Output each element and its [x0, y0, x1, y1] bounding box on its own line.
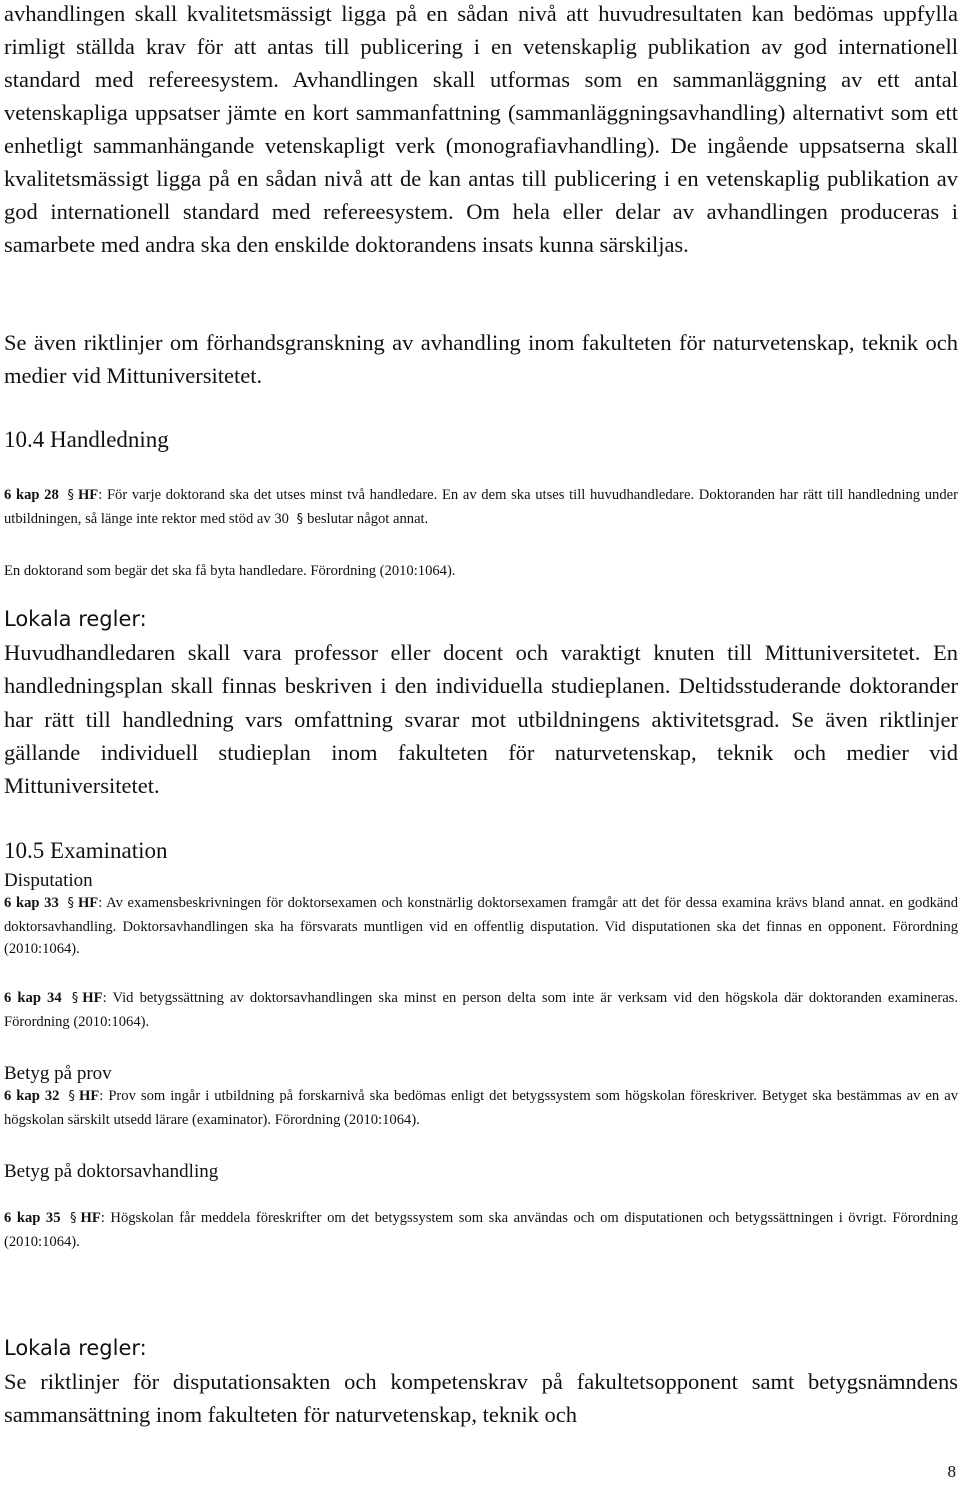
subheading-betyg-pa-prov: Betyg på prov	[4, 1063, 112, 1084]
page-number: 8	[947, 1462, 956, 1481]
paragraph-sign-icon: §	[71, 991, 79, 1006]
lokala-regler-label: Lokala regler:	[4, 607, 147, 631]
ref-text: : Av examensbeskrivningen för doktorsexamen och konstnärlig doktorsexamen framgår att det för dessa examina krävs bland annat. en godkänd doktorsavhandling. Doktorsavhandlingen ska ha försvarats muntligen vid en offentlig disputation. Vid disputationen ska det finnas en opponent. Förordning (2010:1064).	[4, 895, 958, 957]
hf-label: HF	[77, 487, 99, 503]
hf-label: HF	[77, 895, 99, 911]
paragraph-sign-icon: §	[296, 511, 304, 527]
lokala-regler-label-2: Lokala regler:	[4, 1336, 147, 1360]
subheading-disputation: Disputation	[4, 870, 93, 891]
intro-paragraph: avhandlingen skall kvalitetsmässigt ligga på en sådan nivå att huvudresultaten kan bedömas uppfylla rimligt ställda krav för att antas till publicering i en vetenskaplig publikation av god internationell standard med refereesystem. Avhandlingen skall utformas som en sammanläggning av ett antal vetenskapliga uppsatser jämte en kort sammanfattning (sammanläggningsavhandling) alternativt som ett enhetligt sammanhängande vetenskapligt verk (monografiavhandling). De ingående uppsatserna skall kvalitetsmässigt ligga på en sådan nivå att de kan antas till publicering i en vetenskaplig publikation av god internationell standard med refereesystem. Om hela eller delar av avhandlingen produceras i samarbete med andra ska den enskilde doktorandens insats kunna särskiljas.	[4, 1, 958, 257]
see-also-paragraph: Se även riktlinjer om förhandsgranskning av avhandling inom fakulteten för naturvetenskap, teknik och medier vid Mittuniversitetet.	[4, 330, 958, 388]
ref-text: : Prov som ingår i utbildning på forskarnivå ska bedömas enligt det betygssystem som högskolan föreskriver. Betyget ska bestämmas av en av högskolan särskilt utsedd lärare (examinator). Förordning (2010:1064).	[4, 1088, 958, 1128]
paragraph-sign-icon: §	[67, 488, 74, 503]
subheading-betyg-pa-doktorsavhandling: Betyg på doktorsavhandling	[4, 1161, 219, 1182]
kap-ref: 6 kap 35	[4, 1210, 61, 1226]
hf-reference-33	[4, 892, 958, 961]
kap-ref: 6 kap 28	[4, 487, 59, 503]
lokala-regler-text-2: Se riktlinjer för disputationsakten och kompetenskrav på fakultetsopponent samt betygsnämndens sammansättning inom fakulteten för naturvetenskap, teknik och	[4, 1369, 958, 1428]
section-heading-handledning: 10.4 Handledning	[4, 427, 169, 452]
ref-text-end: beslutar något annat.	[307, 510, 429, 527]
hf-label: HF	[80, 1210, 101, 1226]
ref-text: : För varje doktorand ska det utses minst två handledare. En av dem ska utses till huvudhandledare. Doktoranden har rätt till handledning under utbildningen, så länge inte rektor med stöd av 30	[4, 487, 958, 527]
hf-reference-35	[4, 1207, 958, 1253]
lokala-regler-text: Huvudhandledaren skall vara professor eller docent och varaktigt knuten till Mittuniversitetet. En handledningsplan skall finnas beskriven i den individuella studieplanen. Deltidsstuderande doktorander har rätt till handledning vars omfattning svarar mot utbildningens aktivitetsgrad. Se även riktlinjer gällande individuell studieplan inom fakulteten för naturvetenskap, teknik och medier vid Mittuniversitetet.	[4, 640, 958, 799]
forordning-line: En doktorand som begär det ska få byta handledare. Förordning (2010:1064).	[4, 563, 456, 579]
hf-reference-28	[4, 484, 958, 531]
hf-label: HF	[82, 990, 103, 1006]
hf-reference-34	[4, 987, 958, 1033]
paragraph-sign-icon: §	[67, 896, 74, 911]
ref-text: : Vid betygssättning av doktorsavhandlingen ska minst en person delta som inte är verksam vid den högskola där doktoranden examineras. Förordning (2010:1064).	[4, 990, 959, 1030]
kap-ref: 6 kap 34	[4, 990, 62, 1006]
hf-label: HF	[78, 1088, 100, 1104]
kap-ref: 6 kap 33	[4, 895, 59, 911]
section-heading-examination: 10.5 Examination	[4, 838, 168, 863]
hf-reference-32	[4, 1085, 958, 1131]
paragraph-sign-icon: §	[68, 1089, 75, 1104]
paragraph-sign-icon: §	[70, 1211, 77, 1226]
kap-ref: 6 kap 32	[4, 1088, 60, 1104]
ref-text: : Högskolan får meddela föreskrifter om det betygssystem som ska användas och om disputationen och betygssättningen i övrigt. Förordning (2010:1064).	[4, 1210, 959, 1250]
